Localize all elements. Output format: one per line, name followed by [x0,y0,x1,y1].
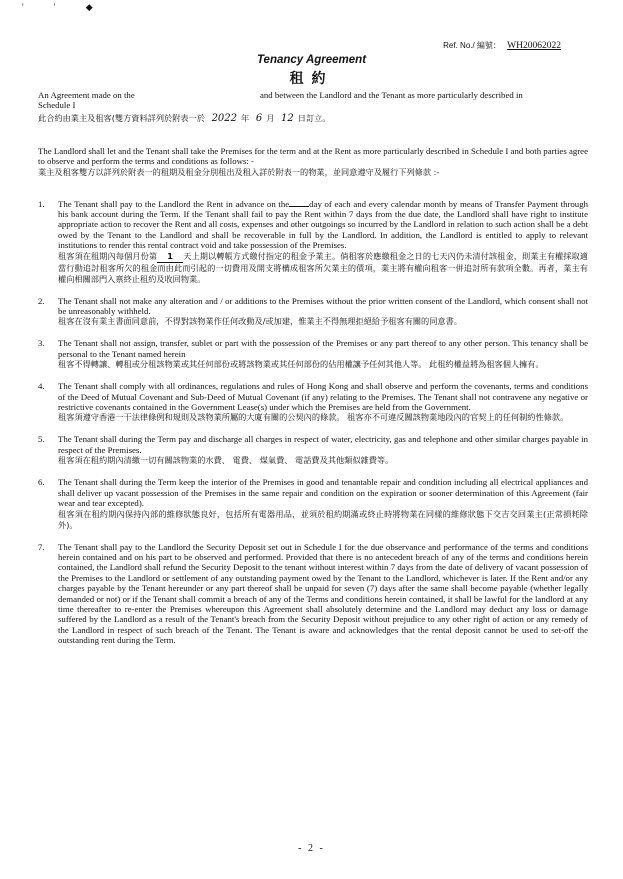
reference-value: WH20062022 [507,41,561,51]
clause-english: The Tenant shall pay to the Landlord the Security Deposit set out in Schedule I for the due observance and performance of the terms and conditions herein contained and on his part to be observed and performed. Provided that there is no antecedent breach of any of the terms and conditions herein contained, the Landlord shall refund the Security Deposit to the tenant without interest within 7 days from the date of delivery of vacant possession of the Premises to the Landlord or settlement of any outstanding payment owed by the Tenant to the Landlord, whichever is later. If the Rent and/or any charges payable by the Tenant hereunder or any part thereof shall be unpaid for seven (7) days after the same shall become payable (whether legally demanded or not) or if the Tenant shall commit a breach of any of the Terms and conditions herein contained, it shall be lawful for the landlord at any time thereafter to re-enter the Premises whereupon this Agreement shall absolutely determine and the Landlord may deduct any loss or damage suffered by the Landlord as a result of the Tenant's breach from the Security Deposit without prejudice to any other right of action or any remedy of the Landlord in respect of such breach of the Tenant. The Tenant is aware and acknowledges that the rental deposit cannot be used to set-off the outstanding rent during the Term. [58,541,588,646]
clause-number: 1. [38,198,45,209]
intro-paragraph [38,146,588,178]
clause-chinese: 租客不得轉讓、轉租或分租該物業或其任何部份或將該物業或其任何部份的佔用權讓予任何其他人等。 此租約權益將為租客個人擁有。 [58,359,544,370]
intro-english: The Landlord shall let and the Tenant shall take the Premises for the term and at the Rent as more particularly described in Schedule I and both parties agree to observe and perform the terms and conditions as follows: - [38,145,588,167]
year-suffix: 年 [241,112,250,123]
intro-chinese: 業主及租客雙方以詳列於附表一的租期及租金分別租出及租入詳於附表一的物業，並同意遵守及履行下列條款 :- [38,166,440,177]
agreement-text-right: and between the Landlord and the Tenant as more particularly described in [260,90,523,100]
clause-english: The Tenant shall pay to the Landlord the Rent in advance on the day of each and every calendar month by means of Transfer Payment through his bank account during the Term. If the Tenant shall fail to pay the Rent within 7 days from the due date, the Landlord shall have right to institute appropriate action to recover the Rent and all costs, expenses and other outgoings so incurred by the Landlord in relation to such action shall be a debt owed by the Tenant to the Landlord and shall be recoverable in full by the Landlord. In addition, the Landlord is entitled to apply to relevant institutions to render this rental contract void and take possession of the Premises. [58,198,588,251]
clause-chinese: 租客須在租期內每個月份第 1 天上期以轉帳方式繳付指定的租金予業主。倘租客於應繳租金之日的七天內仍未清付該租金，則業主有權採取適當行動追討租客所欠的租金而由此而引起的一切費用及開支將構成租客所欠業主的債項，業主將有權向租客一併追討所有款項全數。再者，業主有權向相關部門入禀終止租約及收回物業。 [58,250,588,284]
clause-6 [38,477,588,530]
clause-5 [38,434,588,466]
clause-english: The Tenant shall during the Term keep the interior of the Premises in good and tenantable repair and condition including all electrical appliances and shall deliver up vacant possession of the Premises in the same repair and condition on the expiration or sooner determination of this Agreement (fair wear and tear excepted). [58,477,588,509]
agreement-line [38,90,588,100]
rent-day-fill: 1 [157,251,183,263]
document-title: Tenancy Agreement [256,54,367,66]
clause-english: The Tenant shall not assign, transfer, sublet or part with the possession of the Premises or any part thereof to any other person. This tenancy shall be personal to the Tenant named herein [58,338,588,359]
handwritten-month: 6 [255,112,263,124]
clause-4 [38,381,588,423]
agreement-text-left: An Agreement made on the [38,90,135,100]
handwritten-day: 12 [281,112,294,124]
month-suffix: 月 [266,112,275,123]
clause-3 [38,338,588,370]
clause-number: 3. [38,338,45,349]
clause-english: The Tenant shall not make any alteration and / or additions to the Premises without the prior written consent of the Landlord, which consent shall not be unreasonably withheld. [58,295,588,317]
clause-7 [38,542,588,646]
clause-1 [38,199,588,285]
clause-number: 4. [38,381,45,392]
day-blank [289,206,309,207]
clause-number: 7. [38,541,45,552]
date-prefix: 此合約由業主及租客(雙方資料詳列於附表一於 [38,112,205,123]
reference-label: Ref. No./ 編號： [443,41,501,50]
handwritten-year: 2022 [211,112,238,124]
clause-chinese: 租客須在租約期內保持內部的維修狀態良好，包括所有電器用品，並須於租約期滿或終止時將物業在同樣的維修狀態下交吉交回業主(正常損耗除外)。 [58,508,588,530]
clause-2 [38,296,588,328]
page-number: - 2 - [298,843,325,854]
clause-chinese: 租客須遵守香港一干法律條例和規則及該物業所屬的大廈有關的公契內的條款。 租客亦不可違反關該物業地段內的官契上的任何制約性條款。 [58,412,569,423]
clause-number: 2. [38,295,45,306]
clause-number: 5. [38,434,45,445]
clause-number: 6. [38,477,45,488]
clause-english: The Tenant shall comply with all ordinances, regulations and rules of Hong Kong and shall observe and perform the covenants, terms and conditions of the Deed of Mutual Covenant and Sub-Deed of Mutual Covenant (if any) relating to the Premises. The Tenant shall not contravene any negative or restrictive covenants contained in the Government Lease(s) under which the Premises are held from the Government. [58,381,588,413]
schedule-reference: Schedule I [38,100,76,111]
agreement-date-line [38,113,588,124]
reference-number [443,40,561,51]
day-suffix: 日訂立。 [297,112,331,123]
scan-marks: ' ' ◆ [22,2,107,12]
clause-chinese: 租客須在租約期內清繳一切有關該物業的水費、 電費、 煤氣費、 電話費及其他類似雜費等。 [58,455,394,466]
clause-english: The Tenant shall during the Term pay and discharge all charges in respect of water, electricity, gas and telephone and other similar charges payable in respect of the Premises. [58,434,588,455]
document-body [38,90,588,646]
clause-chinese: 租客在沒有業主書面同意前，不得對該物業作任何改動及/或加建，惟業主不得無理拒絕給予租客有關的同意書。 [58,316,462,327]
document-title-chinese: 租約 [289,71,334,87]
